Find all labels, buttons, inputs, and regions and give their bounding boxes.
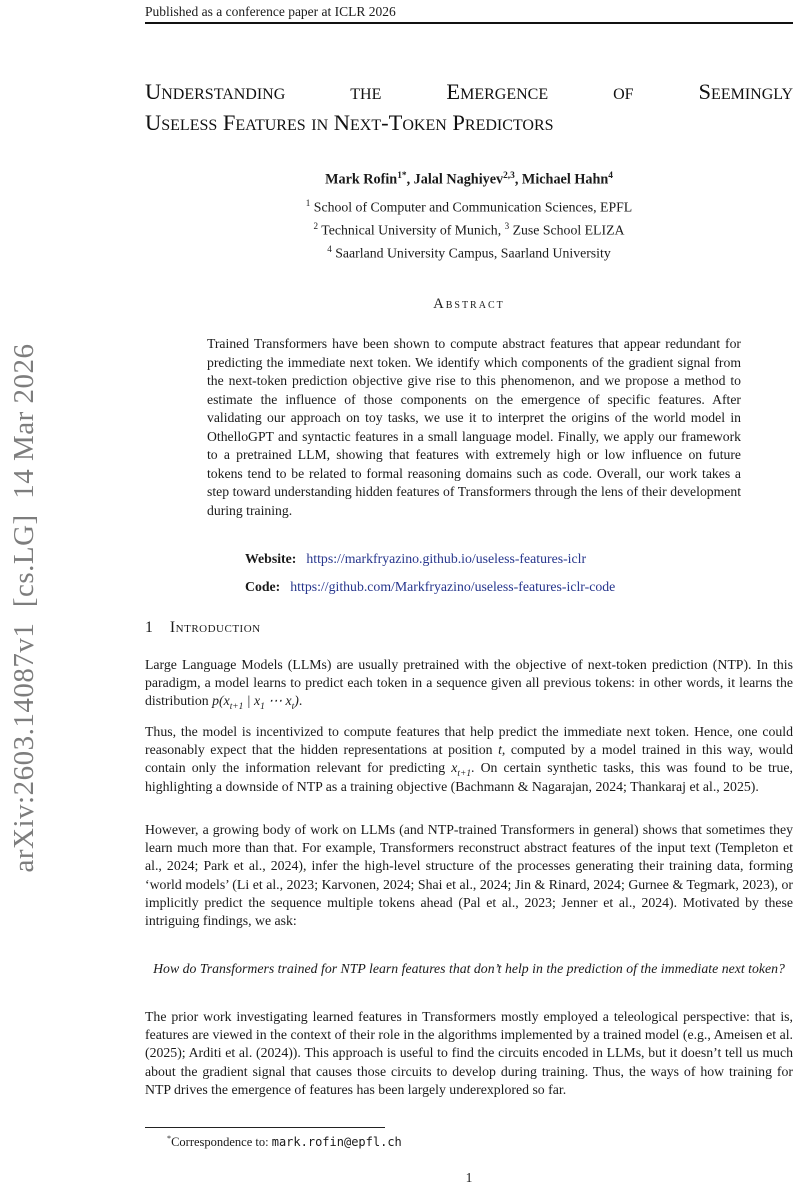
author-separator: , — [406, 171, 414, 188]
code-line — [245, 579, 615, 595]
abstract-body: Trained Transformers have been shown to compute abstract features that appear redundant for predicting the immediate next token. We identify which components of the gradient signal from the next-token prediction objective give rise to this phenomenon, and we propose a method to estimate the influence of those components on the emergence of specific features. After validating our approach on toy tasks, we use it to interpret the origins of the world model in OthelloGPT and syntactic features in a small language model. Finally, we apply our framework to a pretrained LLM, showing that features with extremely high or low influence on future tokens tend to be related to formal reasoning domains such as code. Overall, our work takes a step toward understanding hidden features of Transformers through the lens of their development during training. — [207, 336, 741, 518]
author-affil-marker: 4 — [608, 171, 613, 181]
author-name: Jalal Naghiyev — [413, 171, 504, 188]
affiliation-text: Saarland University Campus, Saarland University — [331, 245, 611, 261]
abstract-heading: Abstract — [433, 296, 505, 312]
affil-marker: 4 — [327, 243, 332, 254]
author-affil-marker: 1* — [397, 171, 407, 181]
affiliation-text: School of Computer and Communication Sciences, EPFL — [310, 199, 633, 215]
math-variable: t — [498, 742, 502, 758]
page-number: 1 — [465, 1170, 473, 1185]
math-subscript: t+1 — [229, 702, 244, 713]
header-rule — [145, 22, 793, 24]
paragraph-text: , computed by a model trained in this way, would contain only the information relevant for predicting — [145, 742, 793, 776]
paragraph-text: Large Language Models (LLMs) are usually pretrained with the objective of next-token prediction (NTP). In this paradigm, a model learns to predict each token in a sequence given all previous tokens: in other words, it learns the distribution — [145, 657, 793, 709]
footnote-marker: * — [167, 1134, 172, 1143]
website-line — [245, 551, 586, 567]
author-affil-marker: 2,3 — [503, 171, 515, 181]
code-label: Code: — [245, 579, 281, 594]
math-variable: x — [451, 760, 458, 776]
author-separator: , — [514, 171, 522, 188]
affiliation-line — [145, 217, 793, 240]
footnote-rule — [145, 1127, 385, 1128]
math-expression: p(x — [212, 693, 230, 709]
intro-paragraph-3: However, a growing body of work on LLMs (and NTP-trained Transformers in general) shows that sometimes they learn much more than that. For example, Transformers reconstruct abstract features of the input text (Templeton et al., 2024; Park et al., 2024), infer the high-level structure of the processes generating their training data, forming ‘world models’ (Li et al., 2023; Karvonen, 2024; Shai et al., 2024; Jin & Rinard, 2024; Gurnee & Tegmark, 2023), or implicitly predict the sequence multiple tokens ahead (Pal et al., 2023; Jenner et al., 2024). Motivated by these intriguing findings, we ask: — [145, 822, 793, 929]
affiliations — [145, 194, 793, 263]
author-name: Michael Hahn — [521, 171, 609, 188]
math-expression: | x — [243, 693, 261, 709]
section-1-heading — [145, 619, 261, 637]
correspondence-footnote — [167, 1134, 793, 1150]
author-name: Mark Rofin — [325, 171, 398, 188]
paragraph-text: . — [298, 693, 303, 709]
paper-title — [145, 76, 793, 138]
math-subscript: t — [291, 702, 295, 713]
intro-paragraph-1 — [145, 656, 793, 711]
affiliation-text: Technical University of Munich, — [318, 222, 505, 238]
math-expression: ) — [294, 693, 299, 709]
author-line — [145, 171, 793, 189]
affiliation-line — [145, 240, 793, 263]
arxiv-watermark: arXiv:2603.14087v1 [cs.LG] 14 Mar 2026 — [8, 343, 40, 873]
affiliation-line — [145, 194, 793, 217]
math-subscript: t+1 — [457, 769, 472, 780]
affil-marker: 3 — [504, 220, 510, 231]
section-number: 1 — [145, 619, 153, 636]
correspondence-email: mark.rofin@epfl.ch — [271, 1135, 402, 1150]
affil-marker: 1 — [305, 198, 311, 208]
paragraph-text: Thus, the model is incentivized to compute features that help predict the immediate next token. Hence, one could reasonably expect that the hidden representations at position — [145, 724, 793, 758]
math-subscript: 1 — [260, 702, 265, 713]
footnote-text: Correspondence to: — [171, 1135, 272, 1150]
intro-paragraph-4: The prior work investigating learned features in Transformers mostly employed a teleological perspective: that is, features are viewed in the context of their role in the algorithms implemented by a trained model (e.g., Ameisen et al. (2025); Arditi et al. (2024)). This approach is useful to find the circuits encoded in LLMs, but it doesn’t tell us much about the gradient signal that causes those circuits to develop during training. Thus, the ways of how training for NTP drives the emergence of features has been largely underexplored so far. — [145, 1009, 793, 1097]
website-link[interactable]: https://markfryazino.github.io/useless-features-iclr — [306, 551, 587, 566]
running-header: Published as a conference paper at ICLR 2026 — [145, 4, 396, 19]
code-link[interactable]: https://github.com/Markfryazino/useless-features-iclr-code — [290, 579, 616, 594]
intro-paragraph-2 — [145, 723, 793, 796]
paragraph-text: . On certain synthetic tasks, this was found to be true, highlighting a downside of NTP as a training objective (Bachmann & Nagarajan, 2024; Thankaraj et al., 2025). — [145, 760, 793, 794]
paper-title-line1: Understanding the Emergence of Seemingly — [145, 79, 793, 104]
affiliation-text: Zuse School ELIZA — [509, 222, 625, 238]
affil-marker: 2 — [313, 220, 319, 231]
section-title: Introduction — [169, 619, 261, 636]
math-expression: ⋯ x — [264, 693, 292, 709]
research-question: How do Transformers trained for NTP learn features that don’t help in the prediction of the immediate next token? — [153, 961, 785, 976]
paper-title-line2: Useless Features in Next-Token Predictors — [145, 110, 554, 135]
website-label: Website: — [245, 551, 297, 566]
